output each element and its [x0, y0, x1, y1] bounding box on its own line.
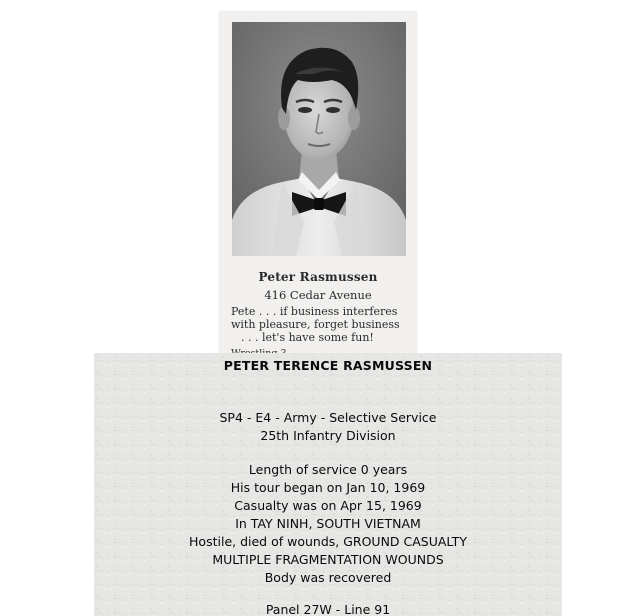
record-length-of-service: Length of service 0 years: [248, 462, 408, 477]
yearbook-caption: [219, 259, 417, 360]
student-address: 416 Cedar Avenue: [264, 288, 372, 302]
quote-line: Pete . . . if business interferes: [231, 305, 398, 318]
record-circumstance: Hostile, died of wounds, GROUND CASUALTY: [189, 534, 467, 549]
portrait-image: [232, 22, 406, 256]
record-location: In TAY NINH, SOUTH VIETNAM: [235, 516, 421, 531]
quote-line: with pleasure, forget business: [231, 318, 400, 331]
student-name: Peter Rasmussen: [258, 270, 378, 284]
record-tour-began: His tour began on Jan 10, 1969: [230, 480, 426, 495]
record-service: SP4 - E4 - Army - Selective Service: [219, 410, 437, 425]
record-body-status: Body was recovered: [264, 570, 392, 585]
student-quote: [231, 305, 405, 344]
casualty-record: [94, 353, 562, 616]
record-wounds: MULTIPLE FRAGMENTATION WOUNDS: [212, 552, 444, 567]
record-full-name: PETER TERENCE RASMUSSEN: [223, 358, 433, 373]
quote-line: . . . let's have some fun!: [241, 331, 374, 344]
yearbook-portrait-photo: [232, 22, 406, 256]
record-casualty-date: Casualty was on Apr 15, 1969: [234, 498, 422, 513]
yearbook-card: [219, 11, 417, 353]
record-division: 25th Infantry Division: [260, 428, 396, 443]
record-panel: Panel 27W - Line 91: [265, 602, 391, 616]
